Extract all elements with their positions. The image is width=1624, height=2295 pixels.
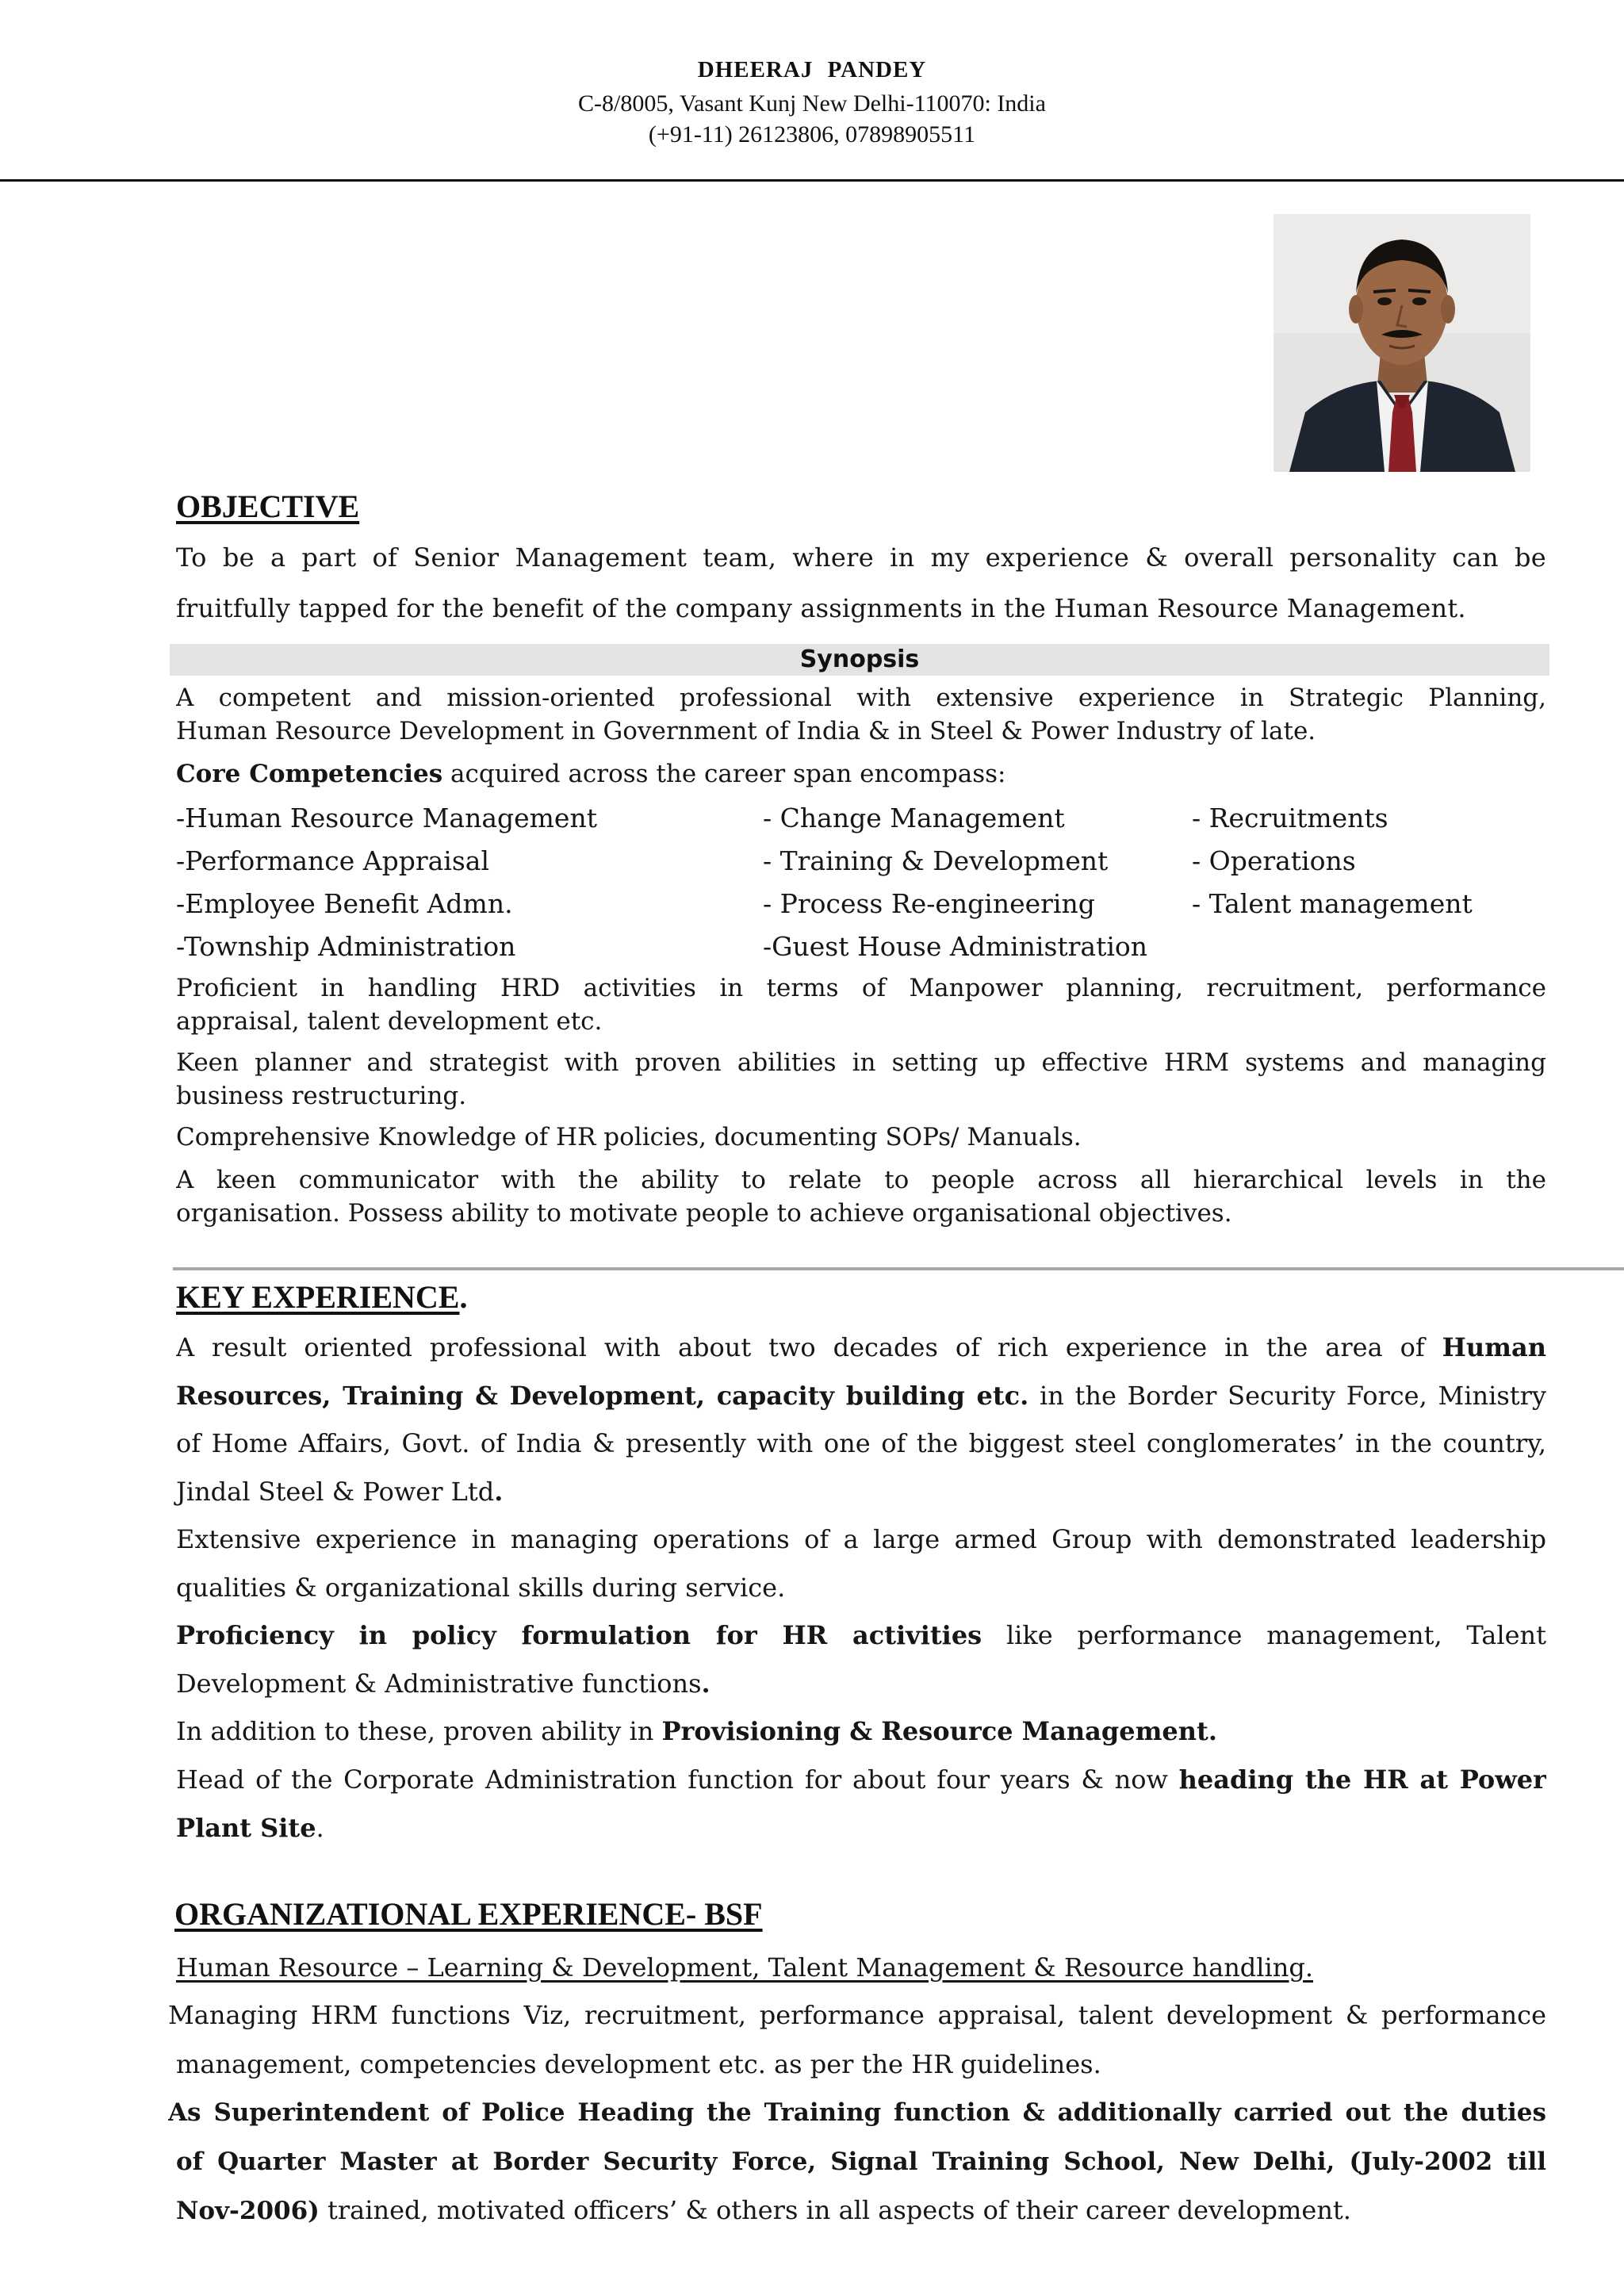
- synopsis-paragraph-3: Comprehensive Knowledge of HR policies, documenting SOPs/ Manuals.: [176, 1123, 1082, 1151]
- competency-item: - Change Management: [763, 803, 1065, 833]
- org-exp-line-4: of Quarter Master at Border Security Force, Signal Training School, New Delhi, (July-2002 till: [176, 2147, 1546, 2176]
- key-exp-line-9: [176, 1716, 1546, 1746]
- synopsis-paragraph-2-line-2: business restructuring.: [176, 1082, 467, 1110]
- key-exp-line-4-text: Jindal Steel & Power Ltd: [176, 1477, 495, 1507]
- key-exp-line-7-text: like performance management, Talent: [982, 1620, 1546, 1650]
- key-exp-line-1-bold: Human: [1442, 1332, 1546, 1362]
- key-exp-line-7-bold: Proficiency in policy formulation for HR activities: [176, 1620, 982, 1650]
- objective-line-1: To be a part of Senior Management team, where in my experience & overall personality can be: [176, 542, 1546, 573]
- key-exp-line-8-bold: .: [701, 1669, 710, 1699]
- synopsis-paragraph-1-line-1: Proficient in handling HRD activities in terms of Manpower planning, recruitment, performance: [176, 974, 1546, 1002]
- header-divider: [0, 179, 1624, 182]
- key-experience-heading: [176, 1278, 467, 1316]
- competency-item: - Operations: [1192, 845, 1356, 876]
- key-exp-line-9-text: In addition to these, proven ability in: [176, 1716, 662, 1746]
- synopsis-paragraph-4-line-1: A keen communicator with the ability to relate to people across all hierarchical levels in the: [176, 1166, 1546, 1194]
- org-exp-line-2: management, competencies development etc. as per the HR guidelines.: [176, 2049, 1101, 2079]
- key-exp-line-3: of Home Affairs, Govt. of India & presently with one of the biggest steel conglomerates’ in the country,: [176, 1428, 1546, 1458]
- portrait-photo-icon: [1274, 214, 1530, 472]
- competency-item: -Human Resource Management: [176, 803, 597, 833]
- core-competencies-intro: [176, 760, 1546, 788]
- core-competencies-rest: acquired across the career span encompass:: [442, 760, 1006, 788]
- competency-item: -Township Administration: [176, 931, 516, 962]
- candidate-address: C-8/8005, Vasant Kunj New Delhi-110070: India: [578, 90, 1046, 117]
- core-competencies-label: Core Competencies: [176, 760, 443, 788]
- key-exp-line-11-bold: Plant Site: [176, 1813, 316, 1843]
- key-exp-line-8: [176, 1669, 1546, 1699]
- synopsis-line-2: Human Resource Development in Government of India & in Steel & Power Industry of late.: [176, 717, 1316, 745]
- key-exp-line-5: Extensive experience in managing operations of a large armed Group with demonstrated leadership: [176, 1524, 1546, 1554]
- key-experience-title-dot: .: [459, 1279, 468, 1315]
- key-exp-line-2: [176, 1381, 1546, 1414]
- org-exp-line-5: [176, 2195, 1546, 2225]
- org-exp-line-5-text: trained, motivated officers’ & others in all aspects of their career development.: [319, 2195, 1351, 2225]
- section-divider: [173, 1267, 1624, 1270]
- candidate-name: DHEERAJ PANDEY: [697, 57, 927, 82]
- key-exp-line-10-text: Head of the Corporate Administration function for about four years & now: [176, 1764, 1179, 1795]
- synopsis-heading: Synopsis: [799, 646, 920, 673]
- candidate-phone: (+91-11) 26123806, 07898905511: [648, 121, 976, 148]
- key-exp-line-1: [176, 1332, 1546, 1366]
- key-exp-line-10: [176, 1764, 1546, 1798]
- synopsis-line-1: A competent and mission-oriented professional with extensive experience in Strategic Planning,: [176, 684, 1546, 712]
- key-exp-line-11: [176, 1813, 1546, 1843]
- competency-item: - Process Re-engineering: [763, 888, 1095, 919]
- key-exp-line-1-text: A result oriented professional with about two decades of rich experience in the area of: [176, 1332, 1442, 1362]
- key-experience-title: KEY EXPERIENCE: [176, 1279, 460, 1315]
- competency-item: -Employee Benefit Admn.: [176, 888, 513, 919]
- key-exp-line-2-bold: Resources, Training & Development, capacity building etc.: [176, 1381, 1029, 1411]
- competency-item: -Guest House Administration: [763, 931, 1148, 962]
- key-exp-line-4-bold: .: [494, 1477, 504, 1507]
- org-exp-line-5-bold: Nov-2006): [176, 2197, 320, 2225]
- synopsis-paragraph-1-line-2: appraisal, talent development etc.: [176, 1007, 603, 1036]
- key-exp-line-11-text: .: [316, 1813, 324, 1843]
- synopsis-paragraph-2-line-1: Keen planner and strategist with proven abilities in setting up effective HRM systems and managing: [176, 1048, 1546, 1077]
- competency-item: - Training & Development: [763, 845, 1109, 876]
- competency-item: -Performance Appraisal: [176, 845, 490, 876]
- key-exp-line-2-text: in the Border Security Force, Ministry: [1028, 1381, 1546, 1411]
- key-exp-line-8-text: Development & Administrative functions: [176, 1669, 702, 1699]
- org-exp-line-3: As Superintendent of Police Heading the Training function & additionally carried out the duties: [168, 2098, 1546, 2127]
- org-experience-heading: ORGANIZATIONAL EXPERIENCE- BSF: [174, 1896, 763, 1932]
- key-exp-line-4: [176, 1477, 1546, 1507]
- key-exp-line-9-bold: Provisioning & Resource Management.: [661, 1716, 1217, 1746]
- portrait-photo: [1274, 214, 1530, 472]
- key-exp-line-7: [176, 1620, 1546, 1653]
- objective-heading: OBJECTIVE: [176, 489, 360, 524]
- org-exp-line-1: Managing HRM functions Viz, recruitment, performance appraisal, talent development & performance: [168, 2000, 1546, 2030]
- key-exp-line-6: qualities & organizational skills during service.: [176, 1573, 786, 1603]
- synopsis-paragraph-4-line-2: organisation. Possess ability to motivate people to achieve organisational objectives.: [176, 1199, 1232, 1228]
- key-exp-line-10-bold: heading the HR at Power: [1178, 1764, 1546, 1795]
- competency-item: - Recruitments: [1192, 803, 1388, 833]
- objective-line-2: fruitfully tapped for the benefit of the company assignments in the Human Resource Management.: [176, 593, 1466, 623]
- org-experience-subtitle: Human Resource – Learning & Development, Talent Management & Resource handling.: [176, 1952, 1314, 1983]
- competency-item: - Talent management: [1192, 888, 1473, 919]
